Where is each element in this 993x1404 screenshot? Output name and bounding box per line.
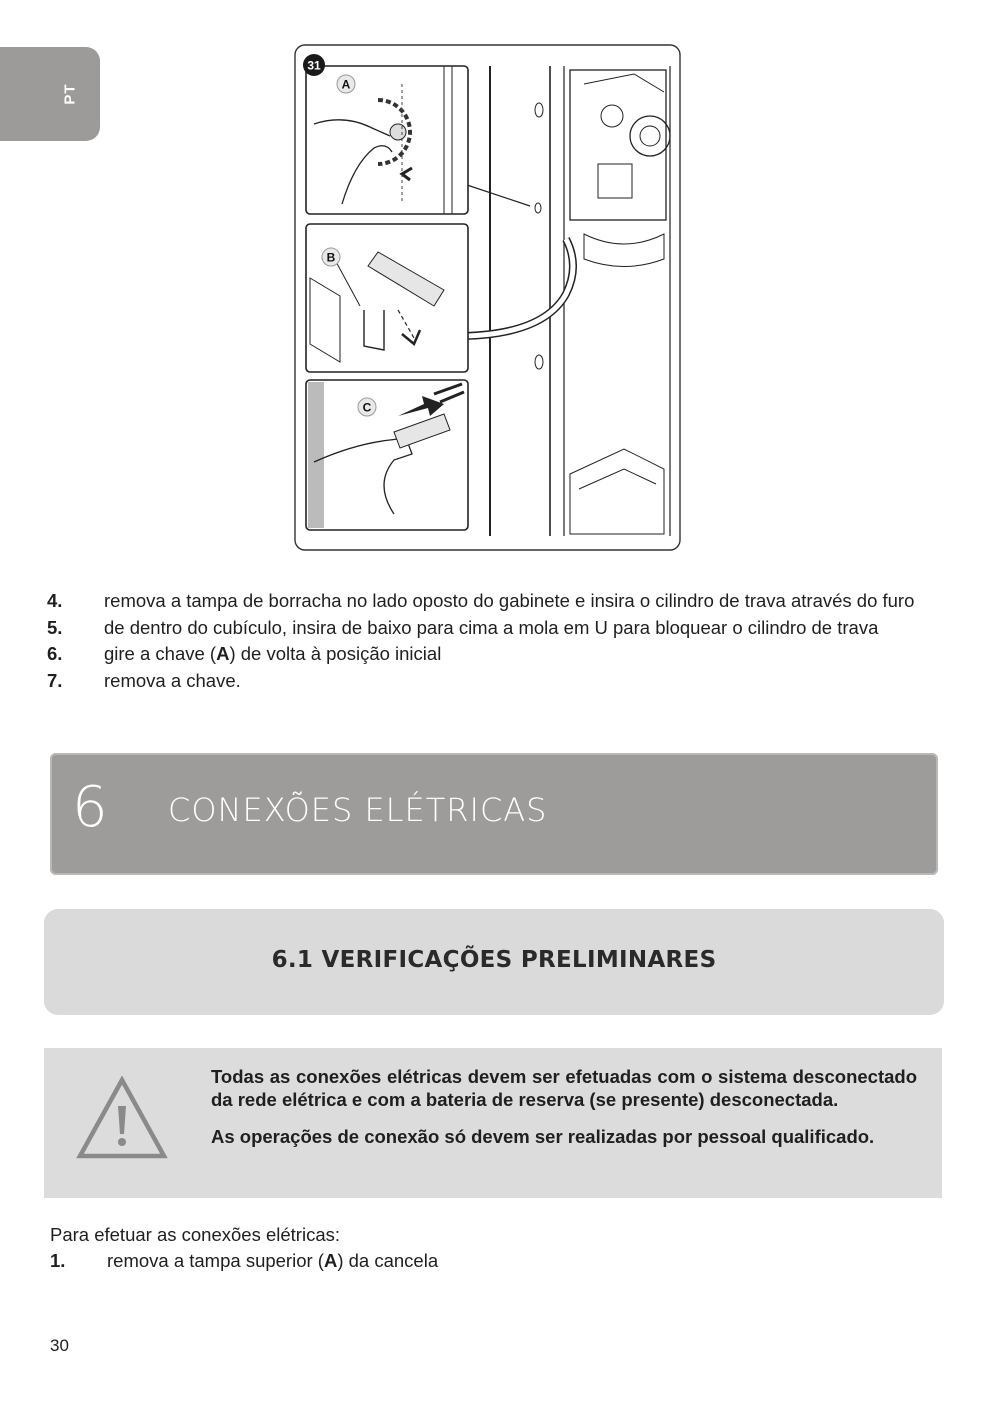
chapter-title: CONEXÕES ELÉTRICAS [168, 791, 548, 829]
warning-triangle-icon [76, 1076, 168, 1160]
list-item [50, 1248, 940, 1274]
list-item [47, 641, 947, 668]
step-text-post: ) da cancela [337, 1250, 439, 1271]
step-number: 6. [47, 643, 63, 664]
step-text-pre: gire a chave ( [104, 643, 217, 664]
chapter-header [50, 753, 938, 875]
step-text-pre: remova a tampa superior ( [107, 1250, 324, 1271]
warning-box [44, 1048, 942, 1198]
step-text [104, 641, 947, 668]
language-tab-label: PT [61, 83, 79, 105]
chapter-number: 6 [72, 775, 108, 840]
steps-list [47, 588, 947, 694]
intro-lead: Para efetuar as conexões elétricas: [50, 1224, 340, 1245]
step-text [107, 1248, 940, 1274]
figure-31 [294, 44, 682, 552]
section-title: 6.1 VERIFICAÇÕES PRELIMINARES [271, 947, 717, 973]
page-number: 30 [50, 1336, 69, 1355]
step-text-key: A [323, 1250, 338, 1271]
list-item [47, 615, 947, 642]
step-text: remova a chave. [104, 669, 241, 691]
intro-block [50, 1222, 940, 1274]
step-number: 4. [47, 590, 63, 611]
step-number: 7. [47, 669, 63, 691]
step-text: de dentro do cubículo, insira de baixo para cima a mola em U para bloquear o cilindro de trava [104, 616, 879, 638]
step-number: 1. [50, 1250, 66, 1271]
warning-text [211, 1065, 917, 1162]
figure-number: 31 [307, 58, 321, 73]
step-text-post: ) de volta à posição inicial [229, 643, 442, 664]
language-tab [0, 47, 100, 141]
step-number: 5. [47, 616, 63, 638]
installation-illustration [294, 44, 682, 552]
callout-b: B [326, 250, 336, 265]
step-text: remova a tampa de borracha no lado oposto do gabinete e insira o cilindro de trava através do furo [104, 590, 915, 611]
warning-paragraph: As operações de conexão só devem ser realizadas por pessoal qualificado. [211, 1126, 875, 1147]
warning-paragraph: Todas as conexões elétricas devem ser efetuadas com o sistema desconectado da rede elétrica e com a bateria de reserva (se presente) desconectada. [211, 1066, 917, 1110]
section-header [44, 909, 944, 1015]
callout-a: A [341, 77, 351, 92]
list-item [47, 668, 947, 695]
list-item [47, 588, 947, 615]
step-text-key: A [216, 643, 230, 664]
callout-c: C [362, 400, 372, 415]
